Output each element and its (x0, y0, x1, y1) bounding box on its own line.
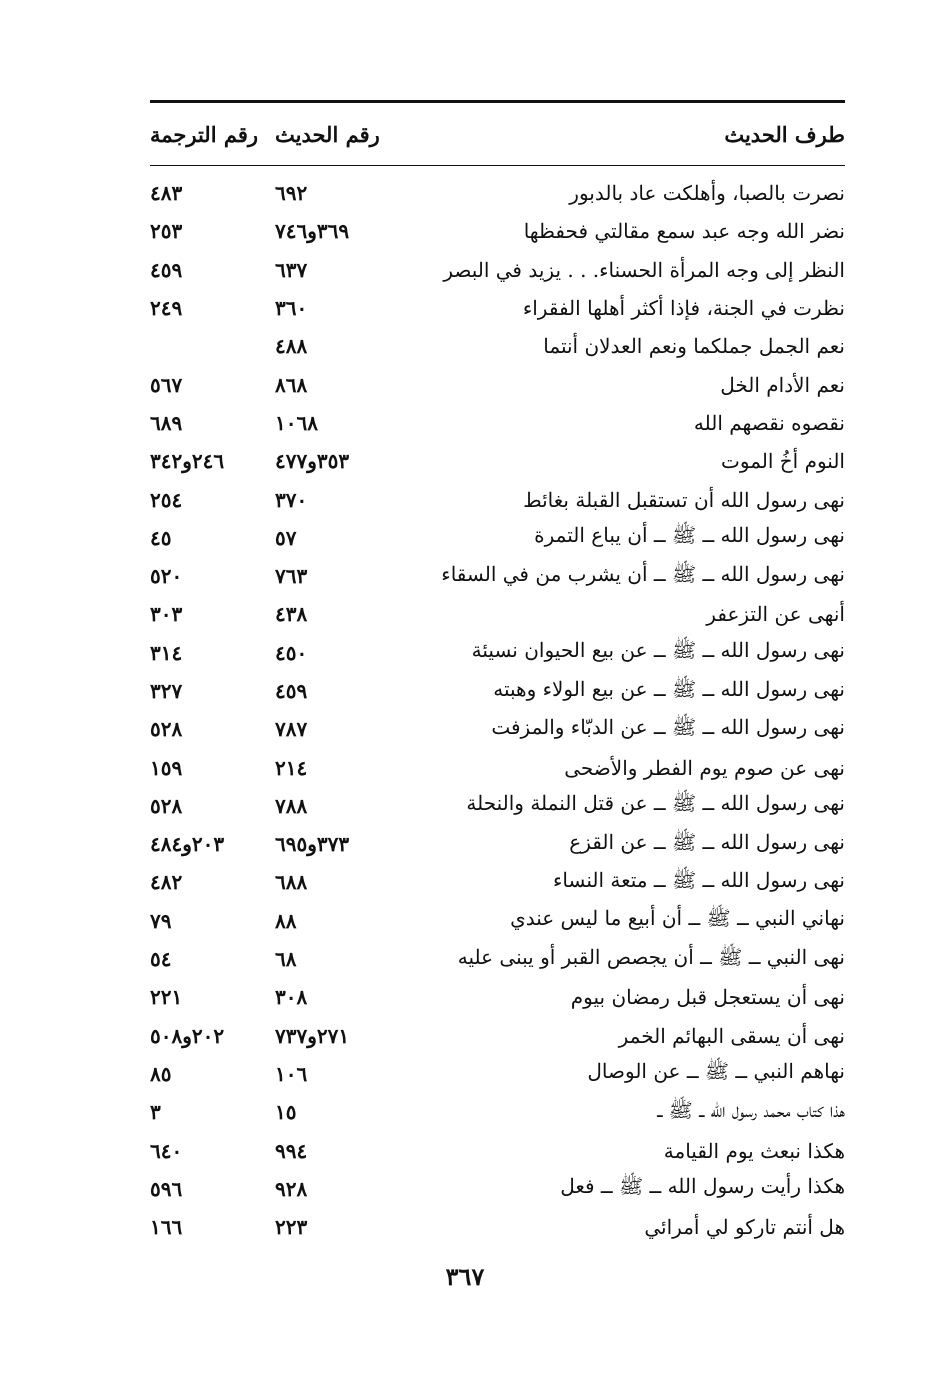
table-row (150, 978, 845, 1016)
header-hadith-text: طرف الحديث (724, 121, 845, 147)
hadith-text-cell: نعم الأدام الخل (720, 372, 845, 397)
tarjama-number-cell: ٤٨٣ (150, 181, 183, 206)
table-row (150, 595, 845, 633)
hadith-number-cell: ٤٥٩ (275, 679, 308, 703)
table-row (150, 404, 845, 442)
table-row (150, 748, 845, 786)
hadith-text-cell: هذا كتاب محمد رسول الله ــ ﷺ ــ (657, 1097, 845, 1122)
hadith-number-cell: ٨٦٨ (275, 372, 308, 397)
hadith-number-cell: ١٠٦ (275, 1061, 308, 1086)
hadith-text-cell: نهى رسول الله ــ ﷺ ــ عن القزع (569, 829, 845, 854)
hadith-text-cell: نهى رسول الله ــ ﷺ ــ أن يشرب من في السقاء (441, 561, 845, 586)
hadith-number-cell: ٦٨ (275, 947, 297, 972)
hadith-number-cell: ٢٢٣ (275, 1215, 308, 1240)
tarjama-number-cell: ٤٥ (150, 525, 172, 550)
tarjama-number-cell: ٥٢٨ (150, 793, 183, 818)
table-row (150, 212, 845, 250)
table-row (150, 480, 845, 518)
table-row (150, 1208, 845, 1246)
table-row (150, 327, 845, 365)
hadith-text-cell: نهى رسول الله ــ ﷺ ــ عن بيع الحيوان نسيئة (471, 638, 845, 663)
hadith-text-cell: نهاهم النبي ــ ﷺ ــ عن الوصال (587, 1059, 845, 1084)
header-tarjama-number: رقم الترجمة (150, 121, 259, 147)
table-row (150, 787, 845, 825)
page-number: ٣٦٧ (445, 1262, 485, 1291)
table-header (150, 103, 845, 165)
hadith-number-cell: ١٠٦٨ (275, 410, 318, 435)
hadith-text-cell: هكذا نبعث يوم القيامة (663, 1138, 845, 1163)
table-row (150, 557, 845, 595)
hadith-number-cell: ٣٧٣و٦٩٥ (275, 832, 350, 857)
tarjama-number-cell: ٣ (150, 1100, 161, 1125)
hadith-number-cell: ٦٣٧ (275, 257, 308, 282)
table-row (150, 1131, 845, 1169)
hadith-text-cell: نظرت في الجنة، فإذا أكثر أهلها الفقراء (522, 296, 845, 321)
hadith-number-cell: ٧٨٧ (275, 717, 308, 742)
hadith-text-cell: نقصوه نقصهم الله (693, 410, 845, 435)
tarjama-number-cell: ٢٠٢و٥٠٨ (150, 1023, 225, 1048)
tarjama-number-cell: ٣٢٧ (150, 679, 183, 703)
hadith-text-cell: نضر الله وجه عبد سمع مقالتي فحفظها (523, 219, 845, 244)
hadith-text-cell: نهى النبي ــ ﷺ ــ أن يجصص القبر أو يبنى عليه (457, 944, 845, 969)
table-row (150, 863, 845, 901)
tarjama-number-cell: ٧٩ (150, 908, 172, 933)
hadith-number-cell: ٩٩٤ (275, 1138, 308, 1163)
tarjama-number-cell: ٢٥٣ (150, 219, 183, 244)
hadith-number-cell: ١٥ (275, 1100, 297, 1125)
hadith-text-cell: نهى رسول الله ــ ﷺ ــ أن يباع التمرة (534, 523, 845, 548)
tarjama-number-cell: ٥٩٦ (150, 1176, 183, 1201)
hadith-number-cell: ٣٧٠ (275, 487, 308, 512)
table-row (150, 1093, 845, 1131)
tarjama-number-cell: ٤٥٩ (150, 257, 183, 282)
table-row (150, 251, 845, 289)
hadith-index-table (150, 100, 845, 1246)
hadith-text-cell: نعم الجمل جملكما ونعم العدلان أنتما (543, 334, 845, 359)
hadith-number-cell: ٢٧١و٧٣٧ (275, 1023, 350, 1048)
hadith-number-cell: ٩٢٨ (275, 1176, 308, 1201)
tarjama-number-cell: ٥٤ (150, 947, 172, 972)
hadith-text-cell: نصرت بالصبا، وأهلكت عاد بالدبور (569, 181, 845, 206)
hadith-text-cell: النوم أخُ الموت (721, 449, 845, 474)
table-row (150, 174, 845, 212)
tarjama-number-cell: ٢٥٤ (150, 487, 183, 512)
hadith-number-cell: ٣٦٩و٧٤٦ (275, 219, 350, 244)
hadith-text-cell: هل أنتم تاركو لي أمرائي (644, 1215, 845, 1240)
hadith-text-cell: النظر إلى وجه المرأة الحسناء. . . يزيد في البصر (443, 257, 845, 282)
tarjama-number-cell: ٢٢١ (150, 985, 183, 1010)
hadith-number-cell: ٤٨٨ (275, 334, 308, 359)
hadith-number-cell: ٣٥٣و٤٧٧ (275, 449, 350, 474)
hadith-text-cell: نهى أن يستعجل قبل رمضان بيوم (570, 985, 845, 1010)
hadith-number-cell: ٣٠٨ (275, 985, 308, 1010)
hadith-number-cell: ٤٣٨ (275, 602, 308, 627)
tarjama-number-cell: ٤٨٢ (150, 870, 183, 895)
hadith-text-cell: نهاني النبي ــ ﷺ ــ أن أبيع ما ليس عندي (510, 906, 845, 931)
hadith-text-cell: نهى رسول الله ــ ﷺ ــ عن الدبّاء والمزفت (491, 714, 845, 739)
hadith-number-cell: ٦٩٢ (275, 181, 308, 206)
hadith-text-cell: نهى رسول الله ــ ﷺ ــ عن بيع الولاء وهبته (493, 676, 845, 701)
table-body (150, 166, 845, 1246)
tarjama-number-cell: ٥٢٠ (150, 564, 183, 589)
tarjama-number-cell: ٦٨٩ (150, 410, 183, 435)
tarjama-number-cell: ٣١٤ (150, 640, 183, 665)
hadith-number-cell: ٧٨٨ (275, 793, 308, 818)
tarjama-number-cell: ٨٥ (150, 1061, 172, 1086)
table-row (150, 940, 845, 978)
table-row (150, 825, 845, 863)
hadith-number-cell: ٨٨ (275, 908, 297, 933)
table-row (150, 1017, 845, 1055)
table-row (150, 442, 845, 480)
hadith-number-cell: ٧٦٣ (275, 564, 308, 589)
tarjama-number-cell: ١٦٦ (150, 1215, 183, 1240)
table-row (150, 634, 845, 672)
table-row (150, 365, 845, 403)
tarjama-number-cell: ٥٦٧ (150, 372, 183, 397)
header-hadith-number: رقم الحديث (275, 121, 380, 147)
table-row (150, 289, 845, 327)
hadith-number-cell: ٣٦٠ (275, 296, 308, 321)
tarjama-number-cell: ١٥٩ (150, 755, 183, 780)
hadith-text-cell: نهى عن صوم يوم الفطر والأضحى (564, 755, 845, 780)
table-row (150, 710, 845, 748)
table-row (150, 1170, 845, 1208)
tarjama-number-cell: ٦٤٠ (150, 1138, 183, 1163)
hadith-number-cell: ٥٧ (275, 525, 297, 550)
hadith-text-cell: نهى رسول الله أن تستقبل القبلة بغائط (523, 487, 845, 512)
table-row (150, 672, 845, 710)
tarjama-number-cell: ٢٠٣و٤٨٤ (150, 832, 225, 857)
hadith-text-cell: نهى رسول الله ــ ﷺ ــ متعة النساء (553, 867, 845, 892)
hadith-text-cell: نهى رسول الله ــ ﷺ ــ عن قتل النملة والنحلة (466, 791, 845, 816)
tarjama-number-cell: ٥٢٨ (150, 717, 183, 742)
hadith-text-cell: أنهى عن التزعفر (706, 602, 845, 627)
hadith-number-cell: ٦٨٨ (275, 870, 308, 895)
table-row (150, 902, 845, 940)
table-row (150, 519, 845, 557)
table-row (150, 1055, 845, 1093)
tarjama-number-cell: ٢٤٦و٣٤٢ (150, 449, 225, 474)
hadith-text-cell: هكذا رأيت رسول الله ــ ﷺ ــ فعل (560, 1174, 845, 1199)
tarjama-number-cell: ٢٤٩ (150, 296, 183, 321)
hadith-number-cell: ٢١٤ (275, 755, 308, 780)
tarjama-number-cell: ٣٠٣ (150, 602, 183, 627)
hadith-number-cell: ٤٥٠ (275, 640, 308, 665)
hadith-text-cell: نهى أن يسقى البهائم الخمر (618, 1023, 845, 1048)
